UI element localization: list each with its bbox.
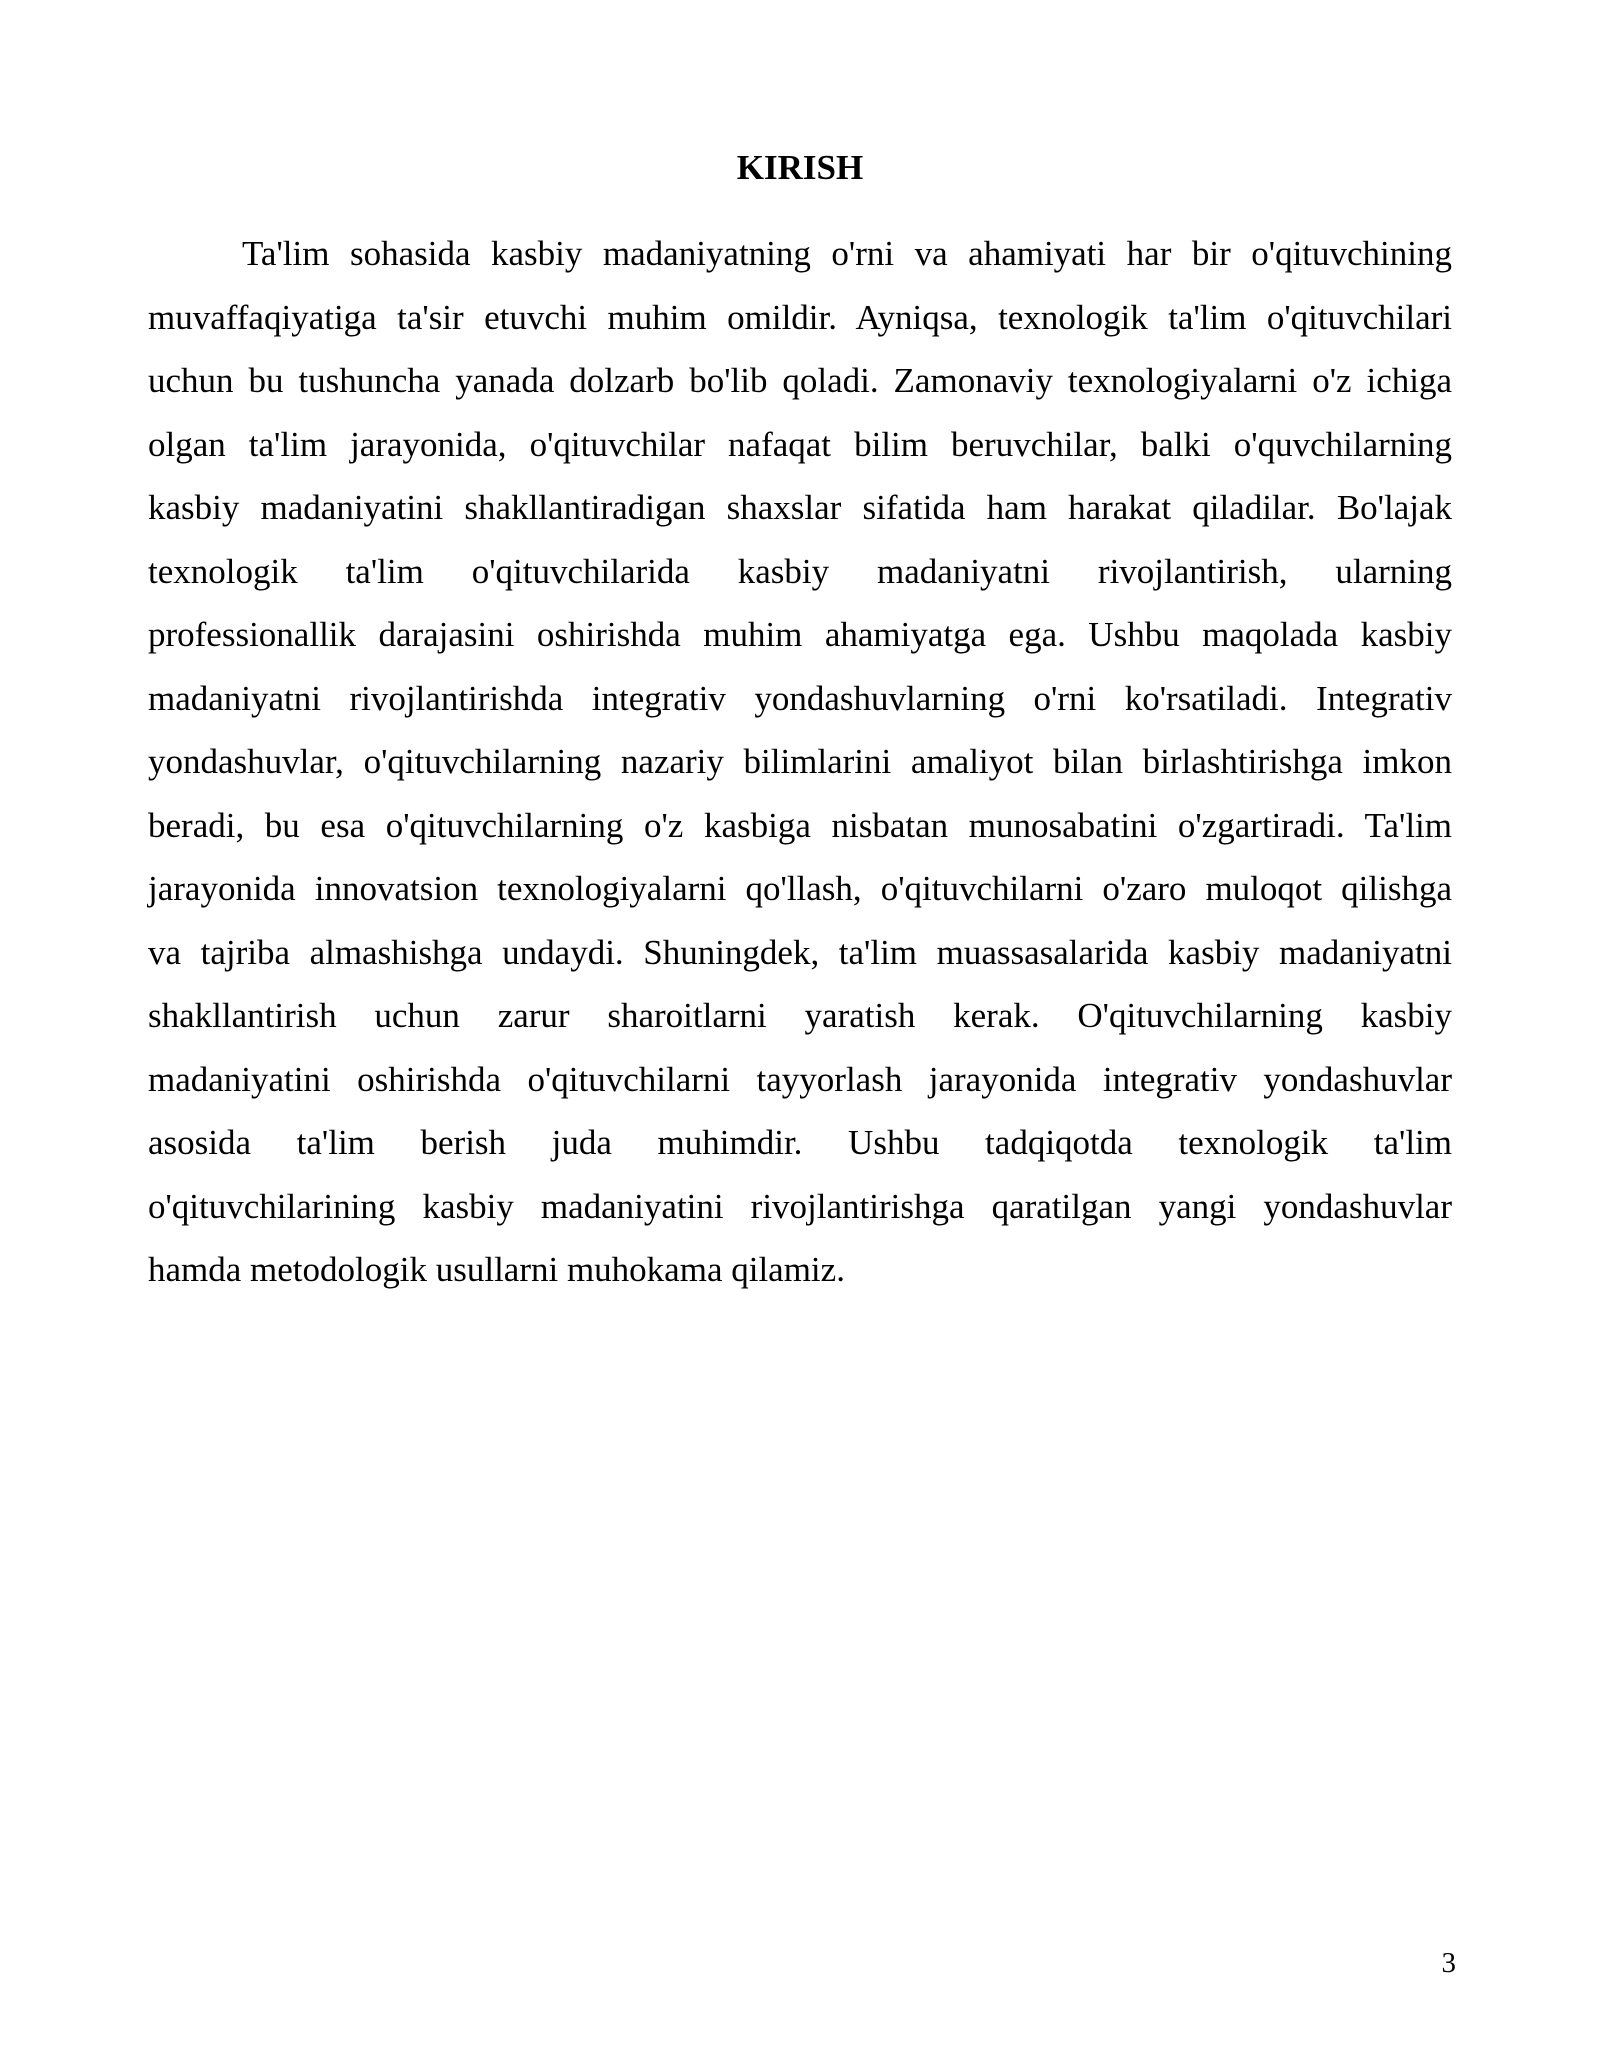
paragraph-line: hamda metodologik usullarni muhokama qilamiz. [148,1250,845,1289]
paragraph-line: beradi, bu esa o'qituvchilarning o'z kasbiga nisbatan munosabatini o'zgartiradi. Ta'lim [148,805,1452,845]
paragraph-line: Ta'lim sohasida kasbiy madaniyatning o'rni va ahamiyati har bir o'qituvchining [242,234,1452,273]
paragraph-line: olgan ta'lim jarayonida, o'qituvchilar nafaqat bilim beruvchilar, balki o'quvchilarning [148,424,1452,464]
paragraph-line: madaniyatini oshirishda o'qituvchilarni tayyorlash jarayonida integrativ yondashuvlar [148,1059,1452,1099]
section-heading: KIRISH [736,148,864,187]
paragraph-line: uchun bu tushuncha yanada dolzarb bo'lib qoladi. Zamonaviy texnologiyalarni o'z ichiga [148,361,1452,400]
intro-paragraph [148,222,1452,1302]
paragraph-line: yondashuvlar, o'qituvchilarning nazariy bilimlarini amaliyot bilan birlashtirishga imkon [148,742,1452,781]
paragraph-line: madaniyatni rivojlantirishda integrativ yondashuvlarning o'rni ko'rsatiladi. Integrativ [148,678,1452,718]
paragraph-line: kasbiy madaniyatini shakllantiradigan shaxslar sifatida ham harakat qiladilar. Bo'lajak [148,488,1452,527]
paragraph-line: va tajriba almashishga undaydi. Shuningdek, ta'lim muassasalarida kasbiy madaniyatni [148,932,1452,972]
paragraph-line: shakllantirish uchun zarur sharoitlarni yaratish kerak. O'qituvchilarning kasbiy [148,996,1452,1035]
paragraph-line: texnologik ta'lim o'qituvchilarida kasbiy madaniyatni rivojlantirish, ularning [148,551,1452,591]
paragraph-line: o'qituvchilarining kasbiy madaniyatini rivojlantirishga qaratilgan yangi yondashuvlar [148,1186,1452,1226]
page-number: 3 [1441,1947,1456,1979]
paragraph-line: muvaffaqiyatiga ta'sir etuvchi muhim omildir. Ayniqsa, texnologik ta'lim o'qituvchilari [148,297,1452,337]
paragraph-line: jarayonida innovatsion texnologiyalarni qo'llash, o'qituvchilarni o'zaro muloqot qilishga [148,869,1452,908]
paragraph-line: professionallik darajasini oshirishda muhim ahamiyatga ega. Ushbu maqolada kasbiy [148,615,1452,654]
paragraph-line: asosida ta'lim berish juda muhimdir. Ushbu tadqiqotda texnologik ta'lim [148,1123,1452,1162]
